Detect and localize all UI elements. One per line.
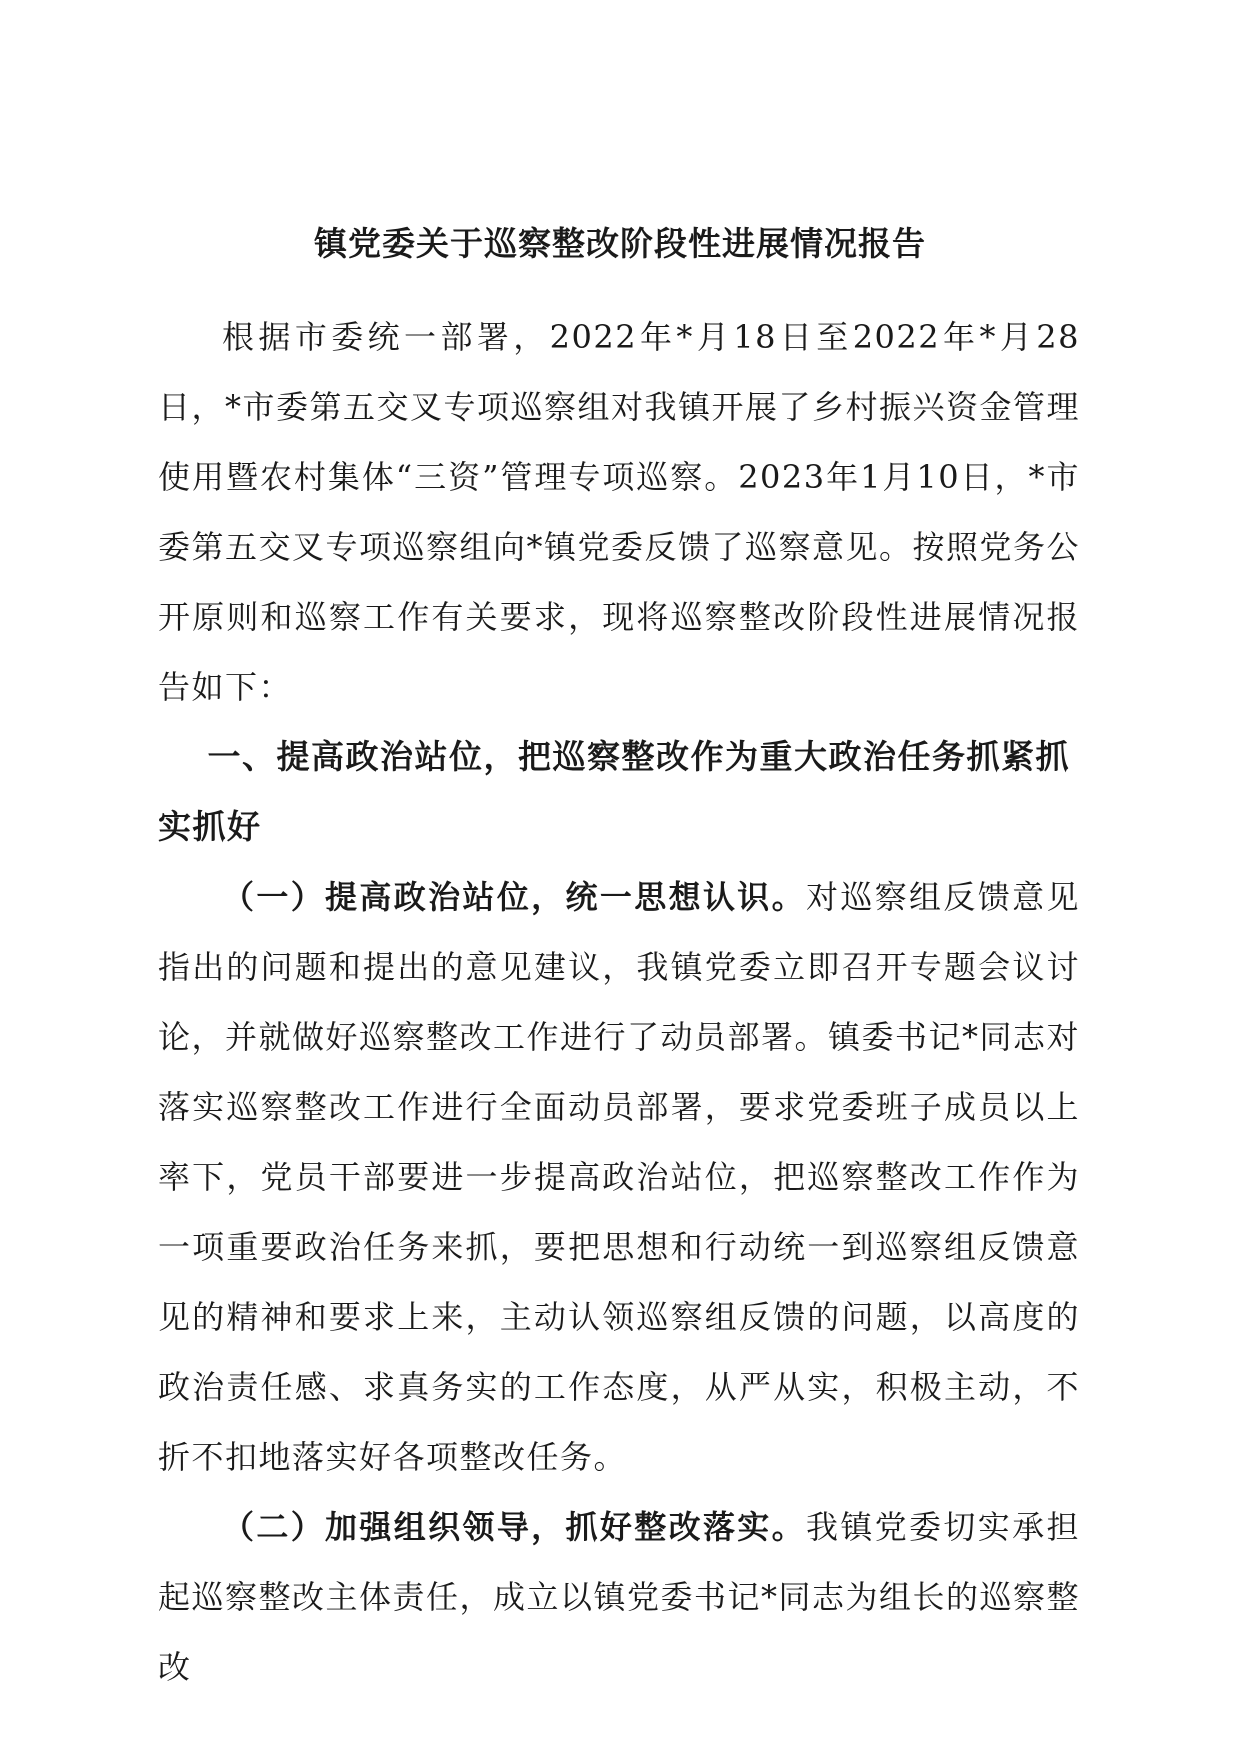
section-1-item-2-heading: （二）加强组织领导，抓好整改落实。	[222, 1508, 806, 1546]
section-1-item-1-text: 对巡察组反馈意见指出的问题和提出的意见建议，我镇党委立即召开专题会议讨论，并就做好巡察整改工作进行了动员部署。镇委书记*同志对落实巡察整改工作进行全面动员部署，要求党委班子成员以上率下，党员干部要进一步提高政治站位，把巡察整改工作作为一项重要政治任务来抓，要把思想和行动统一到巡察组反馈意见的精神和要求上来，主动认领巡察组反馈的问题，以高度的政治责任感、求真务实的工作态度，从严从实，积极主动，不折不扣地落实好各项整改任务。	[158, 878, 1081, 1476]
document-body	[158, 302, 1080, 1702]
section-1-item-2-paragraph	[158, 1492, 1080, 1702]
intro-paragraph: 根据市委统一部署，2022年*月18日至2022年*月28日，*市委第五交叉专项巡察组对我镇开展了乡村振兴资金管理使用暨农村集体“三资”管理专项巡察。2023年1月10日，*市委第五交叉专项巡察组向*镇党委反馈了巡察意见。按照党务公开原则和巡察工作有关要求，现将巡察整改阶段性进展情况报告如下：	[158, 318, 1081, 706]
section-1-item-1-paragraph	[158, 862, 1080, 1492]
document-title: 镇党委关于巡察整改阶段性进展情况报告	[314, 224, 926, 263]
section-1-item-2-text: 我镇党委切实承担起巡察整改主体责任，成立以镇党委书记*同志为组长的巡察整改	[158, 1508, 1081, 1686]
section-1-item-1-heading: （一）提高政治站位，统一思想认识。	[222, 878, 806, 916]
section-1-heading: 一、提高政治站位，把巡察整改作为重大政治任务抓紧抓实抓好	[158, 737, 1070, 846]
